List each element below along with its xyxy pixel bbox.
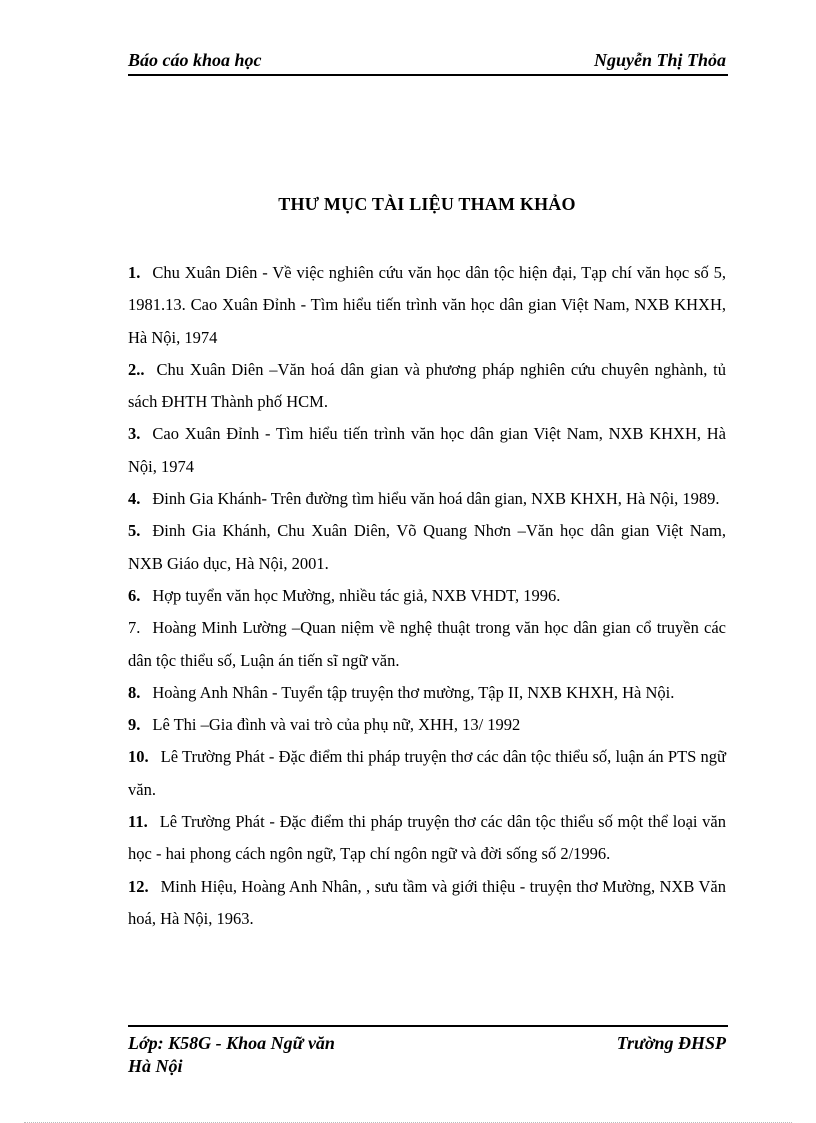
reference-item-9 — [128, 709, 726, 741]
footer-city: Hà Nội — [128, 1056, 183, 1076]
reference-item-7 — [128, 612, 726, 677]
reference-number: 3. — [128, 424, 141, 444]
reference-text: Hợp tuyển văn học Mường, nhiều tác giả, NXB VHDT, 1996. — [152, 585, 561, 605]
reference-text: Lê Trường Phát - Đặc điểm thi pháp truyện thơ các dân tộc thiểu số, luận án PTS ngữ văn. — [128, 747, 726, 799]
reference-item-1 — [128, 257, 726, 354]
reference-number: 5. — [128, 521, 141, 541]
reference-text: Đinh Gia Khánh- Trên đường tìm hiểu văn hoá dân gian, NXB KHXH, Hà Nội, 1989. — [152, 489, 720, 509]
reference-text: Lê Trường Phát - Đặc điểm thi pháp truyện thơ các dân tộc thiểu số một thể loại văn học - hai phong cách ngôn ngữ, Tạp chí ngôn ngữ và đời sống số 2/1996. — [128, 812, 726, 864]
reference-text: Chu Xuân Diên –Văn hoá dân gian và phương pháp nghiên cứu chuyên nghành, tủ sách ĐHTH Thành phố HCM. — [128, 359, 726, 412]
reference-list — [128, 257, 726, 935]
reference-item-5 — [128, 515, 726, 580]
reference-number: 11. — [128, 812, 148, 832]
page-footer — [128, 1025, 728, 1083]
reference-item-3 — [128, 418, 726, 483]
page-title: THƯ MỤC TÀI LIỆU THAM KHẢO — [278, 194, 576, 214]
reference-item-12 — [128, 871, 726, 936]
reference-number: 1. — [128, 263, 141, 282]
reference-number: 4. — [128, 489, 141, 509]
reference-number: 6. — [128, 585, 141, 605]
reference-number: 9. — [128, 715, 141, 735]
header-report-type: Báo cáo khoa học — [128, 50, 262, 70]
reference-text: Chu Xuân Diên - Về việc nghiên cứu văn học dân tộc hiện đại, Tạp chí văn học số 5, 1981.13. Cao Xuân Đỉnh - Tìm hiểu tiến trình văn học dân gian Việt Nam, NXB KHXH, Hà Nội, 1974 — [128, 263, 726, 347]
reference-number: 2.. — [128, 359, 145, 379]
reference-item-10 — [128, 741, 726, 806]
reference-text: Hoàng Anh Nhân - Tuyển tập truyện thơ mường, Tập II, NXB KHXH, Hà Nội. — [152, 682, 675, 702]
footer-class-line: Lớp: K58G - Khoa Ngữ văn — [128, 1033, 335, 1053]
reference-number: 7. — [128, 618, 141, 638]
reference-item-6 — [128, 580, 726, 612]
reference-item-4 — [128, 483, 726, 515]
footer-school: Trường ĐHSP — [616, 1033, 726, 1053]
page-header — [128, 48, 728, 76]
header-author: Nguyễn Thị Thỏa — [593, 50, 726, 70]
reference-item-2 — [128, 354, 726, 419]
reference-text: Đinh Gia Khánh, Chu Xuân Diên, Võ Quang Nhơn –Văn học dân gian Việt Nam, NXB Giáo dục, Hà Nội, 2001. — [128, 521, 726, 573]
reference-item-11 — [128, 806, 726, 871]
reference-number: 8. — [128, 682, 141, 702]
reference-item-8 — [128, 677, 726, 709]
reference-text: Cao Xuân Đỉnh - Tìm hiểu tiến trình văn học dân gian Việt Nam, NXB KHXH, Hà Nội, 1974 — [128, 424, 726, 476]
reference-number: 12. — [128, 876, 149, 896]
reference-text: Lê Thi –Gia đình và vai trò của phụ nữ, XHH, 13/ 1992 — [152, 715, 521, 735]
reference-text: Hoàng Minh Lường –Quan niệm về nghệ thuật trong văn học dân gian cổ truyền các dân tộc thiểu số, Luận án tiến sĩ ngữ văn. — [128, 618, 726, 670]
reference-text: Minh Hiệu, Hoàng Anh Nhân, , sưu tầm và giới thiệu - truyện thơ Mường, NXB Văn hoá, Hà Nội, 1963. — [128, 876, 726, 928]
reference-number: 10. — [128, 747, 149, 767]
